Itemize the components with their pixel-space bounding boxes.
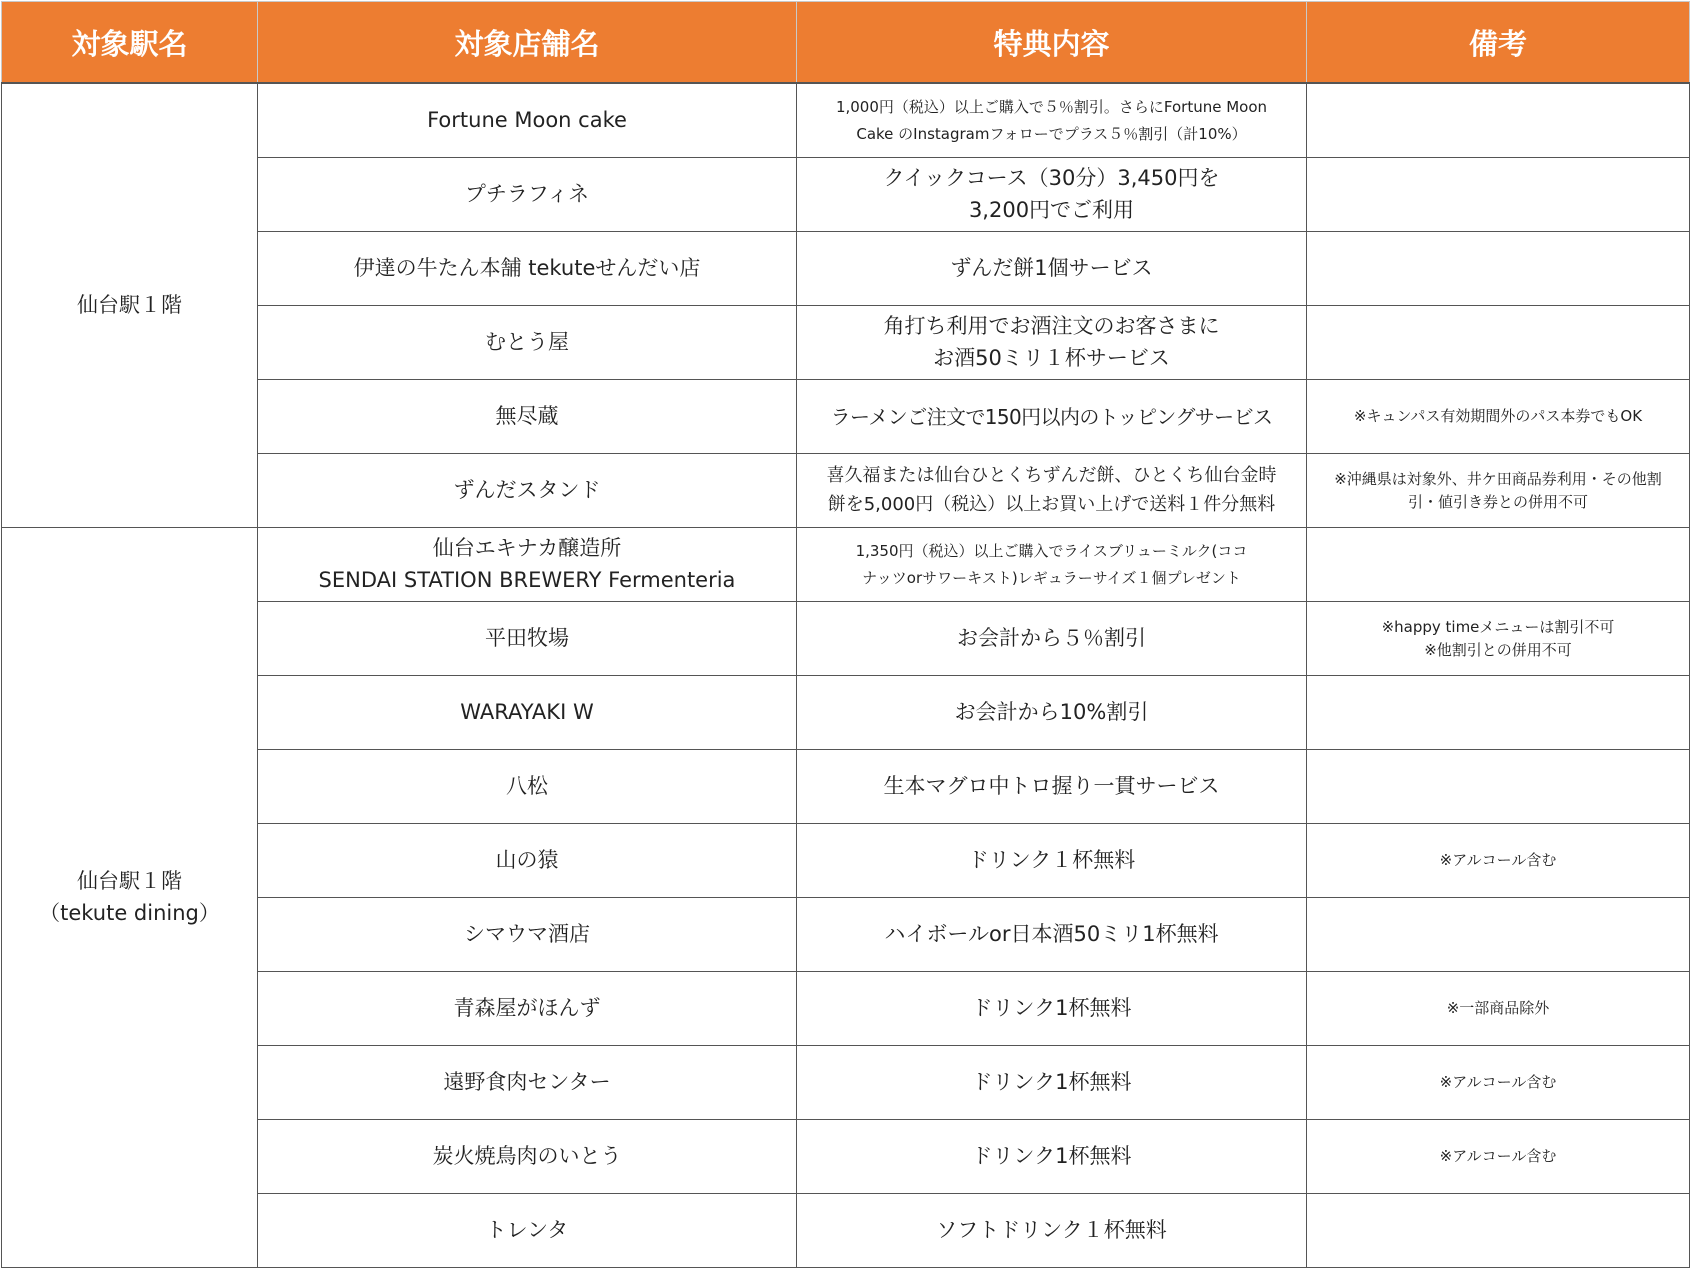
shop-cell [258, 676, 797, 750]
shop-cell [258, 602, 797, 676]
shop-name: 平田牧場 [485, 625, 569, 650]
benefit-text: 餅を5,000円（税込）以上お買い上げで送料１件分無料 [827, 493, 1276, 515]
note-cell [1307, 232, 1690, 306]
note-cell [1307, 528, 1690, 602]
benefit-text: ソフトドリンク１杯無料 [936, 1217, 1167, 1242]
store-benefits-table [1, 1, 1690, 1268]
shop-cell [258, 972, 797, 1046]
benefit-cell [797, 306, 1307, 380]
note-text: ※他割引との併用不可 [1424, 640, 1572, 659]
shop-cell [258, 232, 797, 306]
station-name: 仙台駅１階 [77, 869, 182, 893]
benefit-cell [797, 1046, 1307, 1120]
shop-name: プチラフィネ [464, 181, 590, 206]
note-cell [1307, 454, 1690, 528]
benefit-text: ラーメンご注文で150円以内のトッピングサービス [830, 404, 1273, 429]
shop-name: 炭火焼鳥肉のいとう [432, 1143, 622, 1168]
note-cell [1307, 1120, 1690, 1194]
note-text: ※一部商品除外 [1446, 999, 1550, 1018]
shop-name: 山の猿 [495, 847, 559, 872]
benefit-text: お酒50ミリ１杯サービス [933, 345, 1170, 370]
shop-name: ずんだスタンド [453, 477, 601, 502]
note-text: 引・値引き券との併用不可 [1407, 492, 1588, 511]
header-row [2, 2, 1690, 84]
shop-cell [258, 528, 797, 602]
shop-name: シマウマ酒店 [464, 921, 590, 946]
note-text: ※アルコール含む [1439, 1147, 1557, 1166]
shop-name: 伊達の牛たん本舗 tekuteせんだい店 [353, 255, 701, 280]
shop-cell [258, 824, 797, 898]
note-cell [1307, 750, 1690, 824]
shop-name: 無尽蔵 [495, 403, 559, 428]
note-cell [1307, 1194, 1690, 1268]
benefit-cell [797, 158, 1307, 232]
shop-name: 仙台エキナカ醸造所 [432, 536, 622, 560]
note-cell [1307, 306, 1690, 380]
benefit-text: ナッツorサワーキスト)レギュラーサイズ１個プレゼント [862, 568, 1241, 587]
benefit-cell [797, 1120, 1307, 1194]
table-row [2, 528, 1690, 602]
benefit-cell [797, 454, 1307, 528]
shop-name: Fortune Moon cake [427, 107, 627, 132]
note-cell [1307, 380, 1690, 454]
benefit-cell [797, 750, 1307, 824]
header-shop: 対象店舗名 [258, 2, 797, 84]
note-cell [1307, 972, 1690, 1046]
benefit-text: Cake のInstagramフォローでプラス５％割引（計10%） [856, 124, 1247, 143]
shop-cell [258, 83, 797, 158]
shop-name: むとう屋 [485, 329, 569, 354]
shop-name: 青森屋がほんず [453, 995, 601, 1020]
benefit-cell [797, 83, 1307, 158]
shop-name: 遠野食肉センター [443, 1069, 611, 1094]
benefit-text: ドリンク１杯無料 [967, 847, 1136, 872]
shop-name: WARAYAKI W [460, 699, 594, 724]
benefit-cell [797, 232, 1307, 306]
note-text: ※アルコール含む [1439, 851, 1557, 870]
shop-cell [258, 898, 797, 972]
benefit-text: ハイボールor日本酒50ミリ1杯無料 [884, 921, 1219, 946]
benefit-cell [797, 1194, 1307, 1268]
benefit-cell [797, 972, 1307, 1046]
station-subname: （tekute dining） [39, 900, 220, 925]
benefit-text: 喜久福または仙台ひとくちずんだ餅、ひとくち仙台金時 [826, 464, 1277, 486]
benefit-cell [797, 676, 1307, 750]
note-cell [1307, 824, 1690, 898]
shop-cell [258, 1194, 797, 1268]
shop-cell [258, 158, 797, 232]
note-text: ※沖縄県は対象外、井ケ田商品券利用・その他割 [1334, 470, 1662, 488]
note-cell [1307, 158, 1690, 232]
shop-cell [258, 750, 797, 824]
station-name: 仙台駅１階 [77, 292, 182, 317]
header-benefit: 特典内容 [797, 2, 1307, 84]
shop-cell [258, 454, 797, 528]
benefit-text: ドリンク1杯無料 [971, 995, 1132, 1020]
benefit-text: クイックコース（30分）3,450円を [883, 166, 1220, 190]
benefit-text: 1,000円（税込）以上ご購入で５％割引。さらにFortune Moon [835, 98, 1268, 117]
shop-name: SENDAI STATION BREWERY Fermenteria [318, 567, 736, 592]
benefit-text: 角打ち利用でお酒注文のお客さまに [883, 314, 1220, 338]
benefit-cell [797, 898, 1307, 972]
benefit-text: 3,200円でご利用 [968, 197, 1135, 222]
note-cell [1307, 602, 1690, 676]
benefit-cell [797, 380, 1307, 454]
table-row [2, 83, 1690, 158]
benefit-text: ずんだ餅1個サービス [950, 255, 1153, 280]
shop-name: 八松 [506, 773, 548, 798]
note-cell [1307, 676, 1690, 750]
benefit-text: ドリンク1杯無料 [971, 1143, 1132, 1168]
benefit-text: お会計から５％割引 [957, 625, 1146, 650]
benefit-cell [797, 602, 1307, 676]
header-station: 対象駅名 [2, 2, 258, 84]
shop-cell [258, 1120, 797, 1194]
note-text: ※キュンパス有効期間外のパス本券でもOK [1353, 407, 1643, 426]
benefit-text: 生本マグロ中トロ握り一貫サービス [883, 773, 1220, 798]
shop-cell [258, 306, 797, 380]
shop-name: トレンタ [485, 1217, 569, 1242]
benefit-cell [797, 824, 1307, 898]
header-note: 備考 [1307, 2, 1690, 84]
note-cell [1307, 1046, 1690, 1120]
note-cell [1307, 898, 1690, 972]
benefit-text: 1,350円（税込）以上ご購入でライスブリューミルク(ココ [855, 542, 1248, 561]
shop-cell [258, 1046, 797, 1120]
benefit-cell [797, 528, 1307, 602]
benefit-text: お会計から10%割引 [954, 699, 1149, 724]
shop-cell [258, 380, 797, 454]
benefit-text: ドリンク1杯無料 [971, 1069, 1132, 1094]
note-text: ※happy timeメニューは割引不可 [1381, 618, 1615, 636]
station-cell [2, 83, 258, 528]
note-text: ※アルコール含む [1439, 1073, 1557, 1092]
note-cell [1307, 83, 1690, 158]
station-cell [2, 528, 258, 1268]
